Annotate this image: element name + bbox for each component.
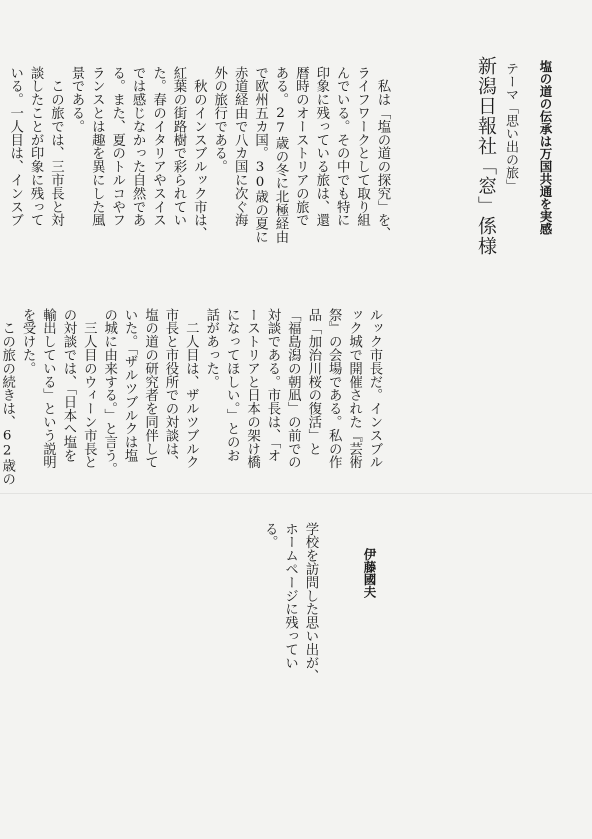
essay-line: る。 bbox=[262, 522, 278, 549]
essay-line: ある。27歳の冬に北極経由 bbox=[272, 66, 288, 244]
essay-line: で欧州五カ国。30歳の夏に bbox=[252, 66, 268, 244]
essay-column-3 bbox=[259, 522, 320, 708]
essay-line: いる。一人目は、インスブ bbox=[7, 66, 23, 227]
essay-line: 輸出している」という説明 bbox=[40, 308, 56, 469]
essay-line: の城に由来する。」と言う。 bbox=[101, 308, 117, 476]
essay-line: を受けた。 bbox=[20, 308, 36, 375]
essay-line: 二人目は、ザルツブルク bbox=[183, 308, 199, 469]
essay-line: いた。「ザルツブルクは塩 bbox=[122, 308, 138, 463]
essay-line: 印象に残っている旅は、還 bbox=[313, 66, 329, 227]
essay-line: ック城で開催された『芸術 bbox=[346, 308, 362, 469]
essay-line: 話があった。 bbox=[203, 308, 219, 389]
essay-line: んでいる。その中でも特に bbox=[334, 66, 350, 227]
essay-line: この旅の続きは、62歳の bbox=[0, 308, 15, 486]
essay-line: 対談である。市長は、「オ bbox=[264, 308, 280, 463]
essay-line: ライフワークとして取り組 bbox=[354, 66, 370, 227]
essay-line: た。春のイタリアやスイス bbox=[150, 66, 166, 227]
essay-line: ランスとは趣を異にした風 bbox=[89, 66, 105, 227]
essay-line: 学校を訪問した思い出が、 bbox=[303, 522, 318, 683]
essay-line: る。また、夏のトルコやフ bbox=[109, 66, 125, 227]
essay-line: 紅葉の街路樹で彩られてい bbox=[170, 66, 186, 227]
essay-line: の対談では、「日本へ塩を bbox=[60, 308, 76, 463]
essay-line: 秋のインスブルック市は、 bbox=[191, 66, 207, 241]
essay-line: 三人目のウィーン市長と bbox=[81, 308, 97, 469]
essay-line: ルック市長だ。インスブル bbox=[367, 308, 382, 469]
essay-line: ーストリアと日本の架け橋 bbox=[244, 308, 260, 469]
essay-line: 外の旅行である。 bbox=[211, 66, 227, 174]
essay-line: 市長と市役所での対談は、 bbox=[162, 308, 178, 469]
essay-line: 品「加治川桜の復活」と bbox=[305, 308, 321, 456]
essay-line: 談したことが印象に残って bbox=[28, 66, 44, 227]
essay-line: では感じなかった自然であ bbox=[130, 66, 146, 227]
essay-column-1 bbox=[4, 66, 392, 302]
essay-column-2 bbox=[0, 308, 384, 490]
essay-line: 祭』の会場である。私の作 bbox=[326, 308, 342, 469]
addressee-title: 新潟日報社「窓」係様 bbox=[475, 56, 497, 256]
essay-line: ホームページに残ってい bbox=[282, 522, 298, 670]
essay-line: 景である。 bbox=[68, 66, 84, 133]
essay-line: 「福島潟の朝凪」の前での bbox=[285, 308, 301, 469]
essay-line: になってほしい。」とのお bbox=[224, 308, 240, 463]
essay-line: 暦時のオーストリアの旅で bbox=[293, 66, 309, 227]
essay-line: この旅では、三市長と対 bbox=[48, 66, 64, 227]
essay-line: 赤道経由で八カ国に次ぐ海 bbox=[232, 66, 248, 227]
essay-line: 塩の道の研究者を同伴して bbox=[142, 308, 158, 469]
essay-subheading: 塩の道の伝承は万国共通を実感 bbox=[538, 60, 553, 235]
paper-fold-line bbox=[0, 493, 592, 494]
author-name: 伊藤國夫 bbox=[362, 548, 377, 598]
essay-line: 私は「塩の道の探究」を、 bbox=[375, 66, 390, 241]
theme-line: テーマ「思い出の旅」 bbox=[503, 62, 518, 192]
